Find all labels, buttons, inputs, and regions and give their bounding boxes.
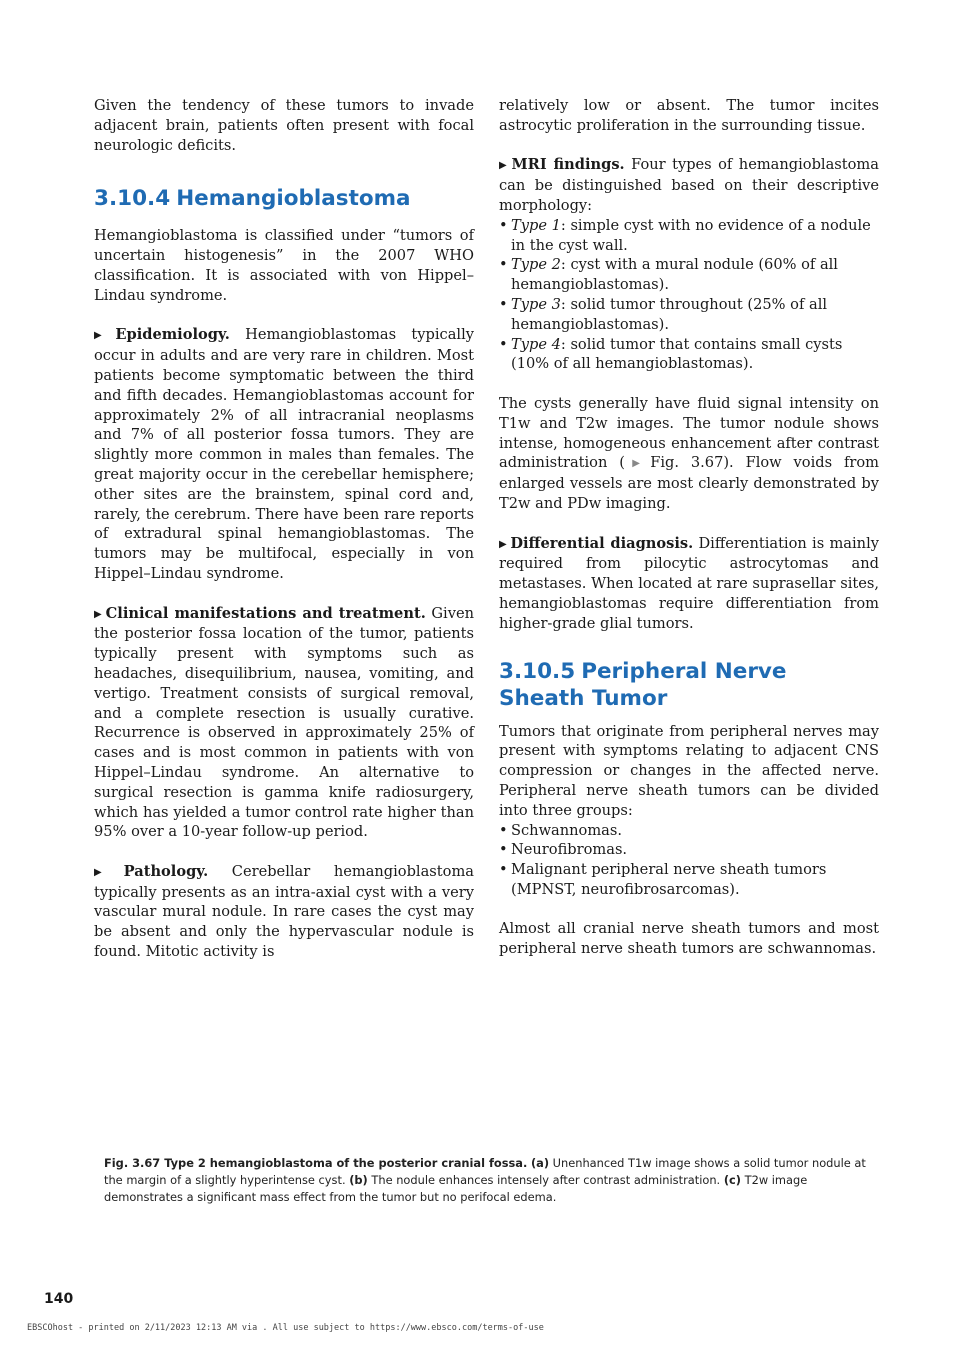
section-heading-hemangioblastoma — [94, 185, 474, 212]
mri-paragraph — [499, 155, 879, 215]
mri-types-list — [499, 216, 879, 374]
epidemiology-label: Epidemiology. — [115, 326, 230, 344]
list-item: • Type 1: simple cyst with no evidence of a nodule in the cyst wall. — [499, 216, 879, 256]
right-column — [499, 96, 879, 959]
pathology-text: Cerebellar hemangioblastoma typically presents as an intra-axial cyst with a very vascular mural nodule. In rare cases the cyst may be absent and only the hypervascular nodule is found. Mitotic activity is — [94, 862, 474, 961]
cysts-paragraph: The cysts generally have fluid signal intensity on T1w and T2w images. The tumor nodule shows intense, homogeneous enhancement after contrast administration (▶ Fig. 3.67). Flow voids from enlarged vessels are most clearly demonstrated by T2w and PDw imaging. — [499, 394, 879, 512]
epidemiology-paragraph — [94, 325, 474, 583]
arrow-marker-icon: ▶ — [499, 160, 509, 172]
clinical-text: Given the posterior fossa location of the tumor, patients typically present with symptoms such as headaches, disequilibrium, nausea, vomiting, and vertigo. Treatment consists of surgical removal, and a complete resection is usually curative. Recurrence is observed in approximately 25% of cases and is most common in patients with von Hippel–Lindau syndrome. An alternative to surgical resection is gamma knife radiosurgery, which has yielded a tumor control rate higher than 95% over a 10-year follow-up period. — [94, 604, 474, 841]
clinical-paragraph — [94, 604, 474, 843]
heading-title: Hemangioblastoma — [176, 186, 411, 212]
left-column — [94, 96, 474, 962]
arrow-marker-icon: ▶ — [94, 330, 113, 342]
pathology-paragraph — [94, 862, 474, 962]
pnst-groups-list — [499, 821, 879, 900]
clinical-label: Clinical manifestations and treatment. — [105, 604, 426, 622]
pnst-intro-paragraph: Tumors that originate from peripheral nerves may present with symptoms relating to adjacent CNS compression or changes in the affected nerve. Peripheral nerve sheath tumors can be divided into three groups: — [499, 722, 879, 819]
figure-reference-link[interactable]: ▶ Fig. 3.67 — [624, 454, 724, 472]
figure-caption: Fig. 3.67 Type 2 hemangioblastoma of the posterior cranial fossa. (a) Unenhanced T1w image shows a solid tumor nodule at the margin of a slightly hyperintense cyst. (b) The nodule enhances intensely after contrast administration. (c) T2w image demonstrates a significant mass effect from the tumor but no perifocal edema. — [104, 1156, 866, 1204]
classification-paragraph: Hemangioblastoma is classified under “tumors of uncertain histogenesis” in the 2007 WHO classification. It is associated with von Hippel–Lindau syndrome. — [94, 227, 474, 304]
differential-text: Differentiation is mainly required from pilocytic astrocytomas and metastases. When located at rare suprasellar sites, hemangioblastomas require differentiation from higher-grade glial tumors. — [499, 534, 879, 632]
list-item: • Neurofibromas. — [499, 840, 879, 860]
section-heading-pnst — [499, 658, 879, 712]
epidemiology-text: Hemangioblastomas typically occur in adults and are very rare in children. Most patients become symptomatic between the third and fifth decades. Hemangioblastomas account for approximately 2% of all intracranial neoplasms and 7% of all posterior fossa tumors. They are slightly more common in males than females. The great majority occur in the cerebellar hemisphere; other sites are the brainstem, spinal cord and, rarely, the cerebrum. There have been rare reports of extradural spinal hemangioblastomas. The tumors may be multifocal, especially in von Hippel–Lindau syndrome. — [94, 326, 474, 582]
page-number: 140 — [44, 1291, 74, 1307]
arrow-marker-icon: ▶ — [94, 866, 121, 878]
list-item: • Type 4: solid tumor that contains small cysts (10% of all hemangioblastomas). — [499, 335, 879, 375]
heading-title: Peripheral Nerve Sheath Tumor — [499, 658, 787, 711]
heading-number: 3.10.4 — [94, 186, 171, 212]
arrow-marker-icon: ▶ — [499, 538, 508, 550]
arrow-marker-icon: ▶ — [624, 458, 648, 470]
caption-title: Fig. 3.67 Type 2 hemangioblastoma of the posterior cranial fossa. — [104, 1156, 528, 1170]
list-item: • Type 2: cyst with a mural nodule (60% of all hemangioblastomas). — [499, 255, 879, 295]
list-item: • Malignant peripheral nerve sheath tumors (MPNST, neurofibrosarcomas). — [499, 860, 879, 900]
mri-label: MRI findings. — [511, 156, 625, 174]
differential-paragraph — [499, 534, 879, 634]
mri-intro: Four types of hemangioblastoma can be distinguished based on their descriptive morphology: — [499, 156, 879, 214]
print-footer: EBSCOhost - printed on 2/11/2023 12:13 AM via . All use subject to https://www.ebsco.com/terms-of-use — [27, 1323, 544, 1333]
continuation-paragraph: relatively low or absent. The tumor incites astrocytic proliferation in the surrounding tissue. — [499, 97, 879, 134]
list-item: • Schwannomas. — [499, 821, 879, 841]
pathology-label: Pathology. — [123, 862, 209, 880]
intro-paragraph: Given the tendency of these tumors to invade adjacent brain, patients often present with focal neurologic deficits. — [94, 97, 474, 154]
differential-label: Differential diagnosis. — [510, 534, 694, 552]
heading-number: 3.10.5 — [499, 658, 576, 684]
closing-paragraph: Almost all cranial nerve sheath tumors and most peripheral nerve sheath tumors are schwannomas. — [499, 920, 879, 958]
list-item: • Type 3: solid tumor throughout (25% of all hemangioblastomas). — [499, 295, 879, 335]
arrow-marker-icon: ▶ — [94, 608, 103, 620]
